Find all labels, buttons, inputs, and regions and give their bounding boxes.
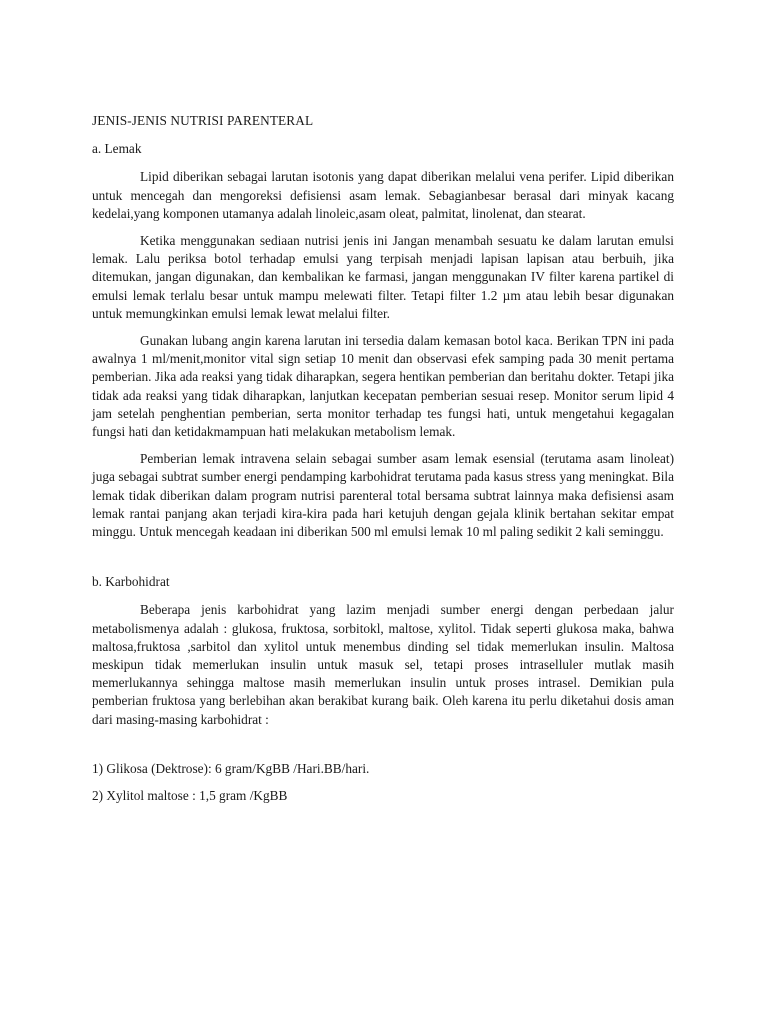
list-item: 1) Glikosa (Dektrose): 6 gram/KgBB /Hari.BB/hari. bbox=[92, 760, 370, 776]
document-page bbox=[92, 112, 674, 814]
paragraph: Pemberian lemak intravena selain sebagai sumber asam lemak esensial (terutama asam linoleat) juga sebagai subtrat sumber energi pendamping karbohidrat terutama pada kasus stress yang meningkat. Bila lemak tidak diberikan dalam program nutrisi parenteral total bersama subtrat lainnya maka defisiensi asam lemak rantai panjang akan terjadi kira-kira pada hari ketujuh dengan gejala klinik bertahan sekitar empat minggu. Untuk mencegah keadaan ini diberikan 500 ml emulsi lemak 10 ml paling sedikit 2 kali seminggu. bbox=[92, 451, 674, 540]
paragraph: Gunakan lubang angin karena larutan ini tersedia dalam kemasan botol kaca. Berikan TPN ini pada awalnya 1 ml/menit,monitor vital sign setiap 10 menit dan observasi efek samping pada 30 menit pertama pemberian. Jika ada reaksi yang tidak diharapkan, segera hentikan pemberian dan beritahu dokter. Tetapi jika tidak ada reaksi yang tidak diharapkan, lanjutkan kecepatan pemberian sesuai resep. Monitor serum lipid 4 jam setelah penghentian pemberian, serta monitor terhadap tes fungsi hati, untuk mengetahui kegagalan fungsi hati dan ketidakmampuan hati melakukan metabolism lemak. bbox=[92, 333, 674, 440]
paragraph: Ketika menggunakan sediaan nutrisi jenis ini Jangan menambah sesuatu ke dalam larutan emulsi lemak. Lalu periksa botol terhadap emulsi yang terpisah menjadi lapisan lapisan atau berbuih, jika ditemukan, jangan digunakan, dan kembalikan ke farmasi, jangan menggunakan IV filter karena partikel di emulsi lemak terlalu besar untuk mampu melewati filter. Tetapi filter 1.2 µm atau lebih besar digunakan untuk memungkinkan emulsi lemak lewat melalui filter. bbox=[92, 233, 674, 321]
paragraph: Beberapa jenis karbohidrat yang lazim menjadi sumber energi dengan perbedaan jalur metabolismenya adalah : glukosa, fruktosa, sorbitokl, maltose, xylitol. Tidak seperti glukosa maka, bahwa maltosa,fruktosa ,sarbitol dan xylitol untuk menembus dinding sel tidak memerlukan insulin. Maltosa meskipun tidak memerlukan insulin untuk masuk sel, tetapi proses intraselluler mutlak masih memerlukannya sehingga maltose masih memerlukan insulin untuk proses intrasel. Demikian pula pemberian fruktosa yang berlebihan akan berakibat kurang baik. Oleh karena itu perlu diketahui dosis aman dari masing-masing karbohidrat : bbox=[92, 602, 674, 727]
document-title: JENIS-JENIS NUTRISI PARENTERAL bbox=[92, 113, 314, 128]
list-item: 2) Xylitol maltose : 1,5 gram /KgBB bbox=[92, 788, 288, 804]
section-label-karbohidrat: b. Karbohidrat bbox=[92, 574, 170, 590]
section-gap bbox=[92, 550, 674, 573]
section-label-lemak: a. Lemak bbox=[92, 141, 142, 157]
list-gap bbox=[92, 738, 674, 760]
paragraph: Lipid diberikan sebagai larutan isotonis yang dapat diberikan melalui vena perifer. Lipid diberikan untuk mencegah dan mengoreksi defisiensi asam lemak. Sebagianbesar berasal dari minyak kacang kedelai,yang komponen utamanya adalah linoleic,asam oleat, palmitat, linolenat, dan stearat. bbox=[92, 169, 674, 221]
